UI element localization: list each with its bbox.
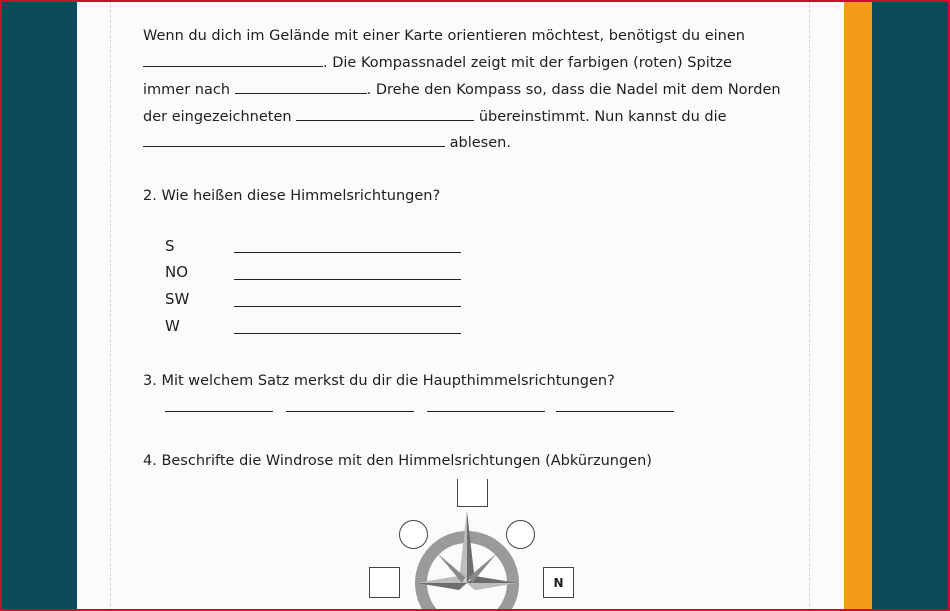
direction-abbr: SW <box>165 290 190 308</box>
answer-line[interactable] <box>234 333 461 334</box>
paragraph-line-4: der eingezeichneten übereinstimmt. Nun kannst du die <box>143 106 727 127</box>
direction-abbr: S <box>165 237 175 255</box>
paragraph-line-5: ablesen. <box>143 132 511 153</box>
fold-line-right <box>809 0 822 611</box>
answer-line[interactable] <box>165 411 273 412</box>
blank-field[interactable] <box>235 79 367 94</box>
blank-field[interactable] <box>143 132 445 147</box>
orange-stripe <box>844 0 872 611</box>
left-teal-border <box>0 0 77 611</box>
question-3-heading: 3. Mit welchem Satz merkst du dir die Haupthimmelsrichtungen? <box>143 373 615 389</box>
paragraph-line-3: immer nach . Drehe den Kompass so, dass die Nadel mit dem Norden <box>143 79 781 100</box>
paragraph-line-1: Wenn du dich im Gelände mit einer Karte orientieren möchtest, benötigst du einen <box>143 28 745 44</box>
blank-field[interactable] <box>296 106 474 121</box>
direction-abbr: W <box>165 317 180 335</box>
fold-line-left <box>110 0 123 611</box>
right-teal-border <box>872 0 950 611</box>
worksheet-page <box>77 0 844 611</box>
answer-line[interactable] <box>427 411 545 412</box>
answer-line[interactable] <box>286 411 414 412</box>
answer-circle-ne[interactable] <box>506 520 535 549</box>
answer-box-west[interactable] <box>369 567 400 598</box>
answer-line[interactable] <box>234 279 461 280</box>
answer-circle-nw[interactable] <box>399 520 428 549</box>
answer-line[interactable] <box>234 252 461 253</box>
answer-box-north[interactable] <box>457 479 488 507</box>
answer-line[interactable] <box>234 306 461 307</box>
direction-abbr: NO <box>165 263 189 281</box>
question-2-heading: 2. Wie heißen diese Himmelsrichtungen? <box>143 188 441 204</box>
answer-box-east: N <box>543 567 574 598</box>
paragraph-line-2: . Die Kompassnadel zeigt mit der farbigen (roten) Spitze <box>143 52 732 73</box>
compass-rose-icon <box>407 505 527 611</box>
question-4-heading: 4. Beschrifte die Windrose mit den Himmelsrichtungen (Abkürzungen) <box>143 453 652 469</box>
answer-line[interactable] <box>556 411 674 412</box>
blank-field[interactable] <box>143 52 323 67</box>
